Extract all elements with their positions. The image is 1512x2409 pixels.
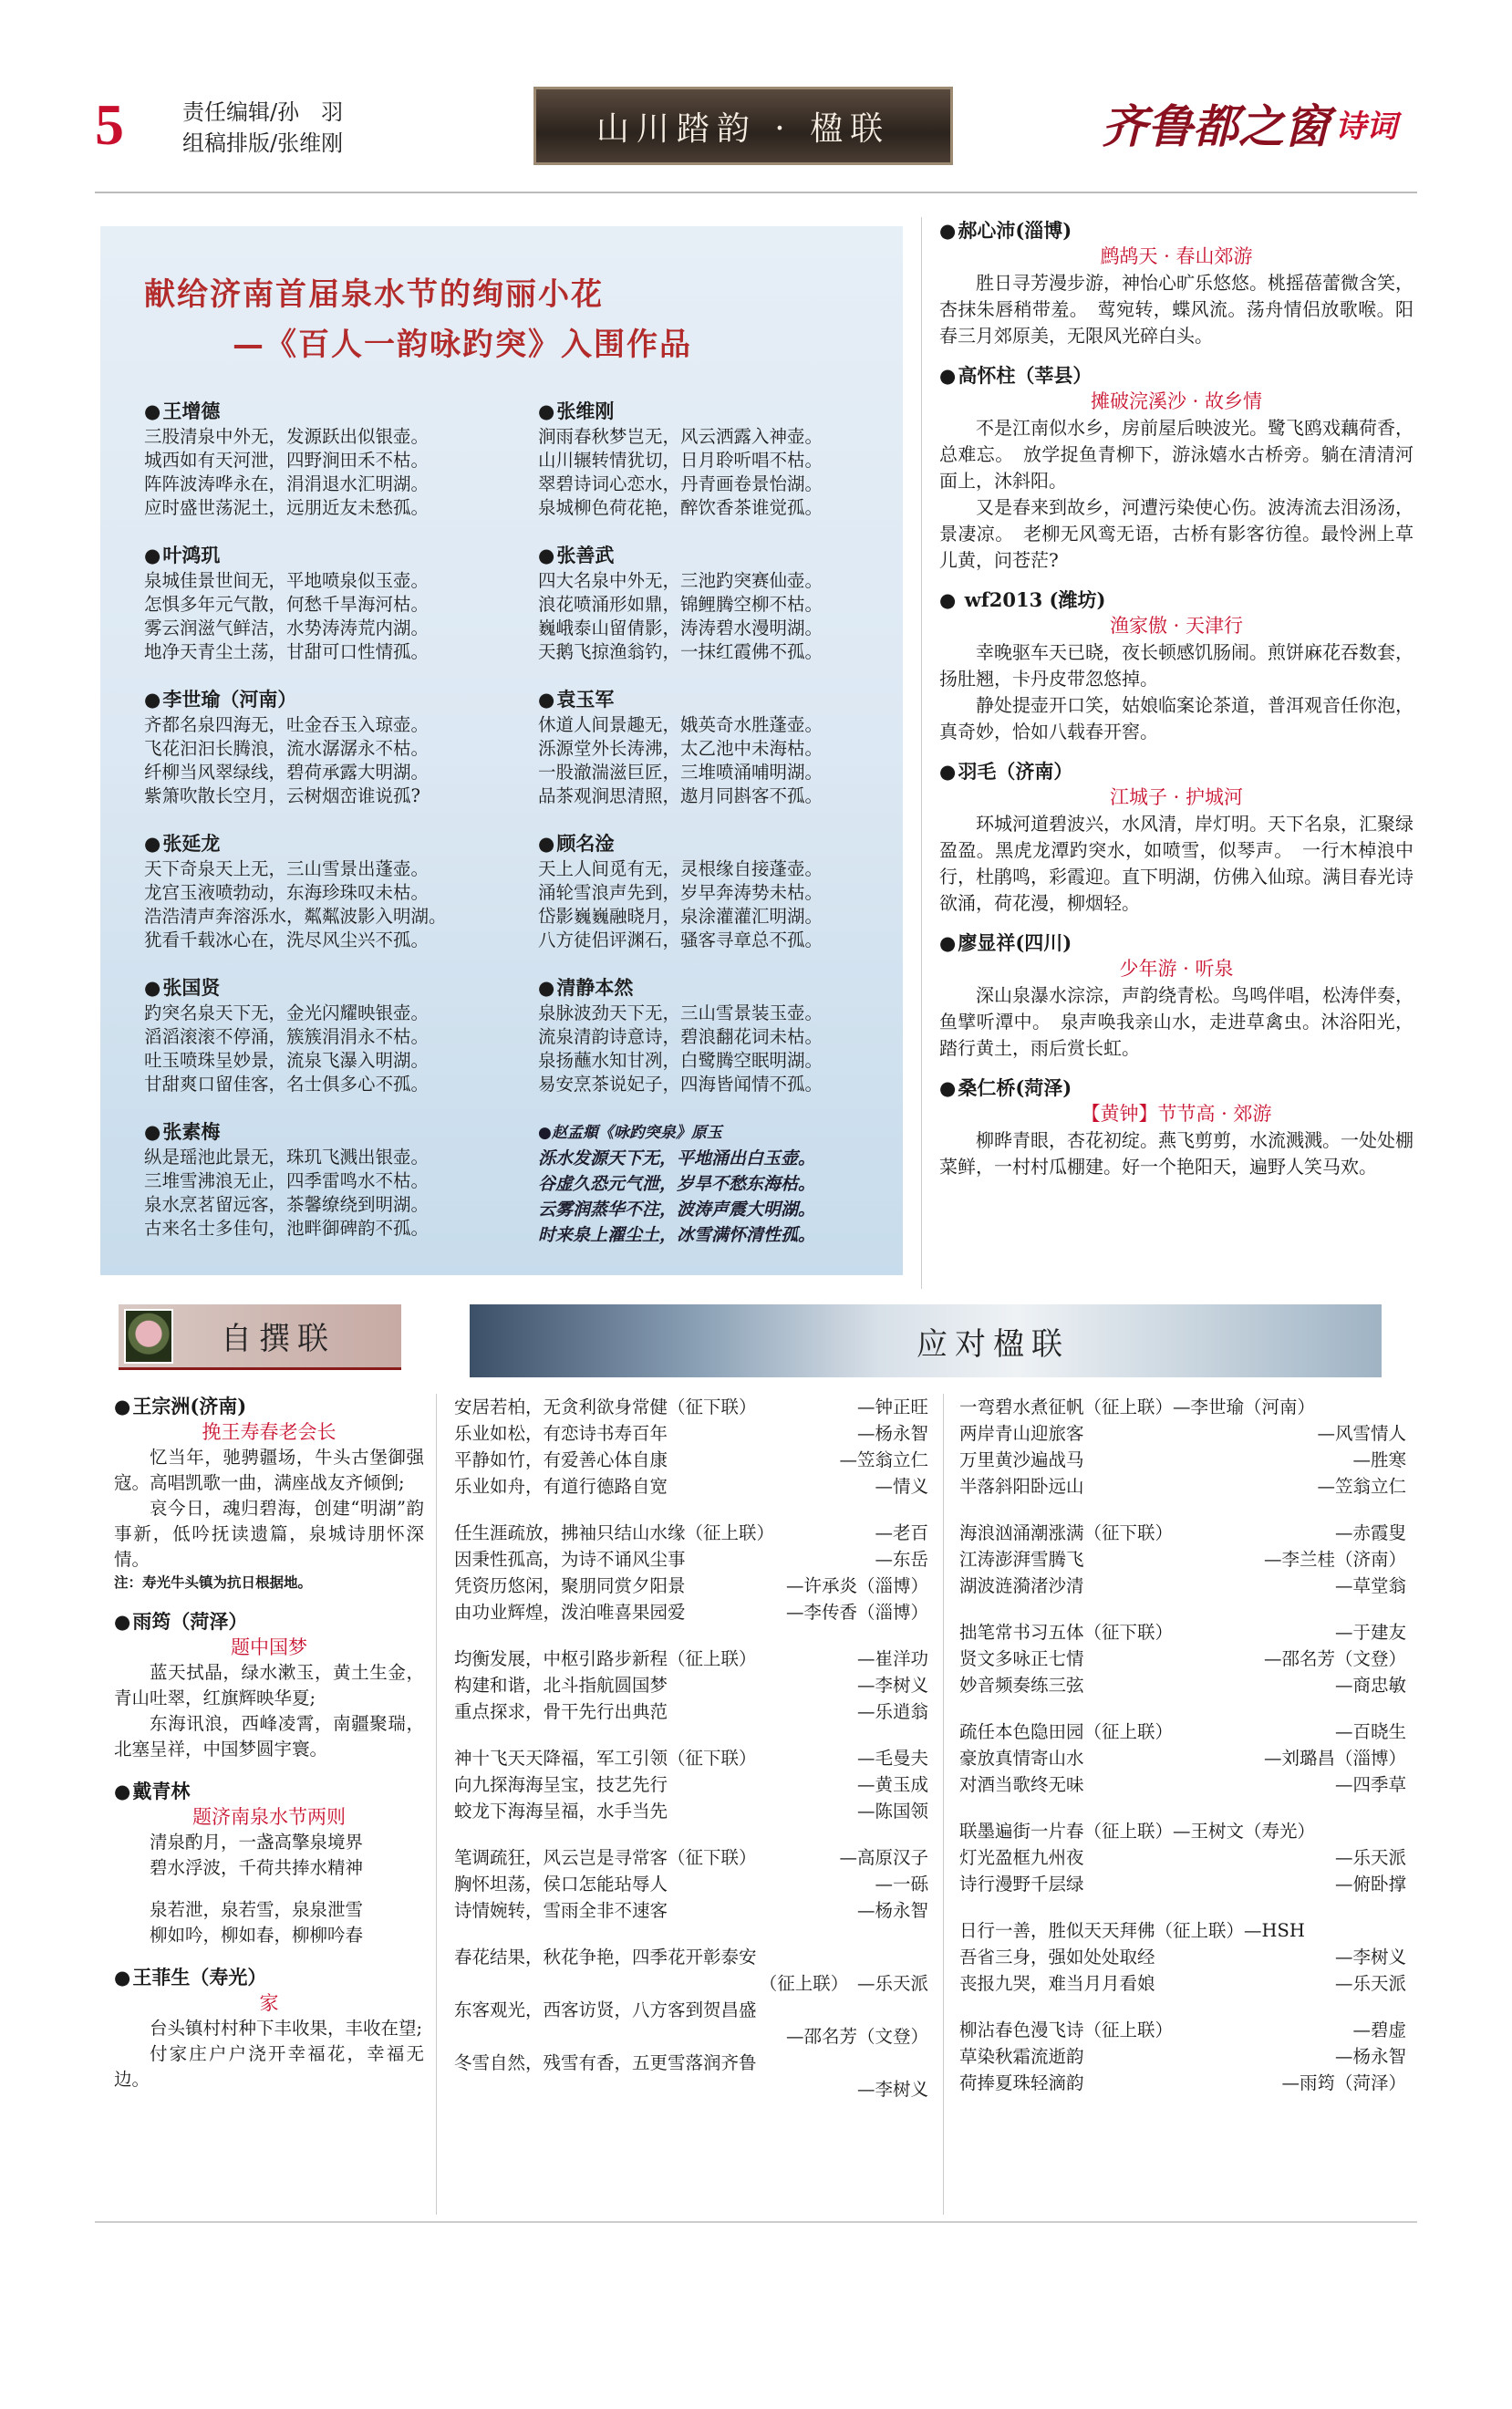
poem-line: 泉城佳景世间无，平地喷泉似玉壶。 [144,570,430,591]
couplet-text: 柳如吟，柳如春，柳柳吟春 [150,1925,364,1946]
couplet-row [454,1599,928,1625]
poem-column-right [538,400,903,1120]
poem-line: 岱影巍巍融晓月，泉涂灌灌汇明湖。 [538,906,823,927]
couplet-row [959,1646,1406,1672]
couplet-author: —陈国领 [856,1801,928,1822]
couplet-group [959,1718,1406,1798]
couplet-group [959,1917,1406,1997]
couplet-line: 柳沾春色漫飞诗（征上联） [959,2020,1174,2040]
couplet-row [959,1420,1406,1447]
couplet-author: —赤霞叟 [1334,1522,1406,1543]
couplet-author: —笠翁立仁 [839,1449,928,1470]
original-poem-line: 谷虚久恐元气泄，岁旱不愁东海枯。 [538,1174,816,1194]
couplet-author: —邵名芳（文登） [785,2026,928,2047]
poem-line: 八方徒侣评渊石，骚客寻章总不孤。 [538,929,823,950]
couplet-author: —乐逍翁 [856,1701,928,1722]
couplet-line: 两岸青山迎旅客 [959,1423,1084,1444]
couplet-row [454,1573,928,1599]
ci-title: 鹧鸪天 · 春山郊游 [1100,245,1253,267]
section-banner: 山川踏韵 · 楹联 [533,87,953,165]
poem-line: 飞花汩汩长腾浪，流水潺潺永不枯。 [144,738,430,759]
couplet-row [959,2070,1406,2096]
poem-line: 古来名士多佳句，池畔御碑韵不孤。 [144,1218,430,1239]
poem-author: ● 张国贤 [144,976,527,1000]
couplet-author: —李传香（淄博） [785,1602,928,1623]
ci-author: ● wf2013 (潍坊) [939,587,1414,613]
ci-text: 又是春来到故乡，河遭污染使心伤。波涛流去泪汤汤，景凄凉。 老柳无风鸾无语，古桥有影客彷徨。最怜洲上草儿黄，问苍茫? [939,496,1414,571]
ci-text: 静处提壶开口笑，姑娘临案论茶道，普洱观音任你泡，真奇妙，恰如八载春开窖。 [939,694,1414,742]
couplet-author: —高原汉子 [839,1847,928,1868]
poem-entry [538,544,903,664]
couplet-group [454,1745,928,1824]
poem-line: 翠碧诗词心恋水，丹青画卷景怡湖。 [538,473,823,494]
poem-line: 阵阵波涛哗永在，涓涓退水汇明湖。 [144,473,430,494]
couplet-entry [114,1779,424,1948]
couplet-row [454,1546,928,1573]
couplet-line: 诗行漫野千层绿 [959,1874,1084,1895]
couplet-row [959,1745,1406,1771]
ci-text: 环城河道碧波兴，水风清，岸灯明。天下名泉，汇聚绿盈盈。黑虎龙潭趵突水，如喷雪，似琴声。 一行木棹浪中行，杜鹃鸣，彩霞迎。直下明湖，仿佛入仙琼。满目春光诗欲涌，荷花漫，柳烟轻。 [939,813,1414,914]
couplet-line: 荷捧夏珠轻滴韵 [959,2072,1084,2093]
couplet-line: 任生涯疏放，拂袖只结山水缘（征上联） [454,1522,775,1543]
couplet-text: 蓝天拭晶，绿水漱玉，黄土生金，青山吐翠，红旗辉映华夏; [114,1662,424,1708]
couplet-author: —风雪情人 [1317,1423,1406,1444]
poem-entry [144,832,527,952]
couplet-line: 一弯碧水煮征帆（征上联）—李世瑜（河南） [959,1397,1316,1417]
couplet-group [959,1818,1406,1897]
couplet-author: —百晓生 [1334,1721,1406,1742]
couplet-author: —乐天派 [1334,1973,1406,1994]
couplet-row [959,1573,1406,1599]
poem-line: 三股清泉中外无，发源跃出似银壶。 [144,426,430,447]
couplet-line: 乐业如舟，有道行德路自宽 [454,1476,668,1497]
couplet-line: 平静如竹，有爱善心体自康 [454,1449,668,1470]
poem-line: 泺源堂外长涛沸，太乙池中未海枯。 [538,738,823,759]
couplet-line: 万里黄沙遍战马 [959,1449,1084,1470]
poem-line: 地净天青尘土荡，甘甜可口性情孤。 [144,641,430,662]
couplet-row [959,1619,1406,1646]
couplet-row [959,1871,1406,1897]
couplet-row [959,1844,1406,1871]
ci-entry [939,362,1414,574]
couplet-author: —杨永智 [856,1423,928,1444]
poem-line: 三堆雪沸浪无止，四季雷鸣水不枯。 [144,1170,430,1191]
poem-author: ● 张维刚 [538,400,903,423]
poem-entry [144,688,527,808]
poem-line: 应时盛世荡泥土，远朋近友未愁孤。 [144,497,430,518]
couplet-row [454,1520,928,1546]
flower-icon [124,1309,173,1364]
poem-line: 纵是瑶池此景无，珠玑飞溅出银壶。 [144,1147,430,1168]
couplet-row [959,1672,1406,1698]
ci-author: ● 郝心沛(淄博) [939,217,1414,244]
ci-text: 胜日寻芳漫步游，神怡心旷乐悠悠。桃摇蓓蕾微含笑，杏抹朱唇稍带羞。 莺宛转，蝶风流。荡舟情侣放歌喉。阳春三月郊原美，无限风光碎白头。 [939,272,1414,347]
couplet-title: 家 [259,1992,279,2014]
couplet-row [959,1970,1406,1997]
ci-title: 摊破浣溪沙 · 故乡情 [1090,390,1263,412]
couplet-text: 台头镇村村种下丰收果，丰收在望; [150,2018,423,2039]
couplet-line: 乐业如松，有恋诗书寿百年 [454,1423,668,1444]
couplet-author: —一砾 [875,1874,928,1895]
couplet-row [959,2017,1406,2043]
ci-poems-column [939,217,1414,1193]
couplet-author: —俯卧撑 [1334,1874,1406,1895]
couplet-row [959,1818,1406,1844]
spacer [114,1881,424,1897]
couplet-group [454,1646,928,1725]
couplet-line: 海浪汹涌潮涨满（征下联） [959,1522,1174,1543]
couplet-line: 安居若柏，无贪利欲身常健（征下联） [454,1397,757,1417]
couplet-row [959,1546,1406,1573]
couplet-line: 联墨遍街一片春（征上联）—王树文（寿光） [959,1821,1316,1842]
poem-line: 纤柳当风翠绿线，碧荷承露大明湖。 [144,762,430,783]
couplet-row [454,1672,928,1698]
couplet-author: ● 戴青林 [114,1779,424,1804]
couplet-line: 疏任本色隐田园（征上联） [959,1721,1174,1742]
couplet-line: 半落斜阳卧远山 [959,1476,1084,1497]
original-poem-line: 云雾润蒸华不注，波涛声震大明湖。 [538,1199,816,1220]
poem-entry [538,688,903,808]
poem-author: ● 顾名淦 [538,832,903,856]
couplet-row [454,1844,928,1871]
couplet-text: 忆当年，驰骋疆场，牛头古堡御强寇。高唱凯歌一曲，满座战友齐倾倒; [114,1447,424,1493]
poem-line: 涌轮雪浪声先到，岁早奔涛势未枯。 [538,882,823,903]
ci-text: 柳晔青眼，杏花初绽。燕飞剪剪，水流溅溅。一处处棚菜鲜，一村村瓜棚建。好一个艳阳天，遍野人笑马欢。 [939,1129,1414,1178]
couplet-row [959,1718,1406,1745]
poem-column-left [144,400,527,1264]
page-number: 5 [95,92,124,157]
couplet-line: 胸怀坦荡，侯口怎能玷辱人 [454,1874,668,1895]
couplet-row [959,1520,1406,1546]
couplet-row [959,1447,1406,1473]
couplet-group [959,1619,1406,1698]
couplet-line: 重点探求，骨干先行出典范 [454,1701,668,1722]
couplet-author: —于建友 [1334,1622,1406,1643]
couplet-line: 神十飞天天降福，军工引领（征下联） [454,1748,757,1769]
poem-author: ● 张善武 [538,544,903,567]
poem-line: 趵突名泉天下无，金光闪耀映银壶。 [144,1002,430,1023]
poem-author: ● 叶鸿玑 [144,544,527,567]
couplet-row [959,1394,1406,1420]
couplet-author: —李树义 [1334,1947,1406,1968]
couplet-author: —胜寒 [1352,1449,1406,1470]
couplet-row [454,1447,928,1473]
poem-line: 紫箫吹散长空月，云树烟峦谁说孤? [144,785,420,806]
poem-line: 品茶观涧思清照，遨月同斟客不孤。 [538,785,823,806]
couplet-author: —杨永智 [1334,2046,1406,2067]
couplet-group [454,1520,928,1625]
ci-entry [939,929,1414,1062]
couplet-text: 泉若泄，泉若雪，泉泉泄雪 [150,1899,364,1920]
couplet-author: —老百 [875,1522,928,1543]
couplet-line: 吾省三身，强如处处取经 [959,1947,1155,1968]
poem-entry [538,976,903,1096]
couplet-author: —李兰桂（济南） [1263,1549,1406,1570]
couplet-line: 由功业辉煌，泼泊唯喜果园爱 [454,1602,686,1623]
couplets-column-right [959,1394,1406,2116]
couplet-text: 哀今日，魂归碧海，创建“明湖”韵事新，低吟抚读遗篇，泉城诗朋怀深情。 [114,1498,424,1570]
ci-author: ● 高怀柱（莘县） [939,362,1414,389]
couplet-line: 春花结果，秋花争艳，四季花开彰泰安 [454,1947,757,1968]
couplet-line: 拙笔常书习五体（征下联） [959,1622,1174,1643]
poem-entry [144,400,527,520]
couplet-row [959,1917,1406,1944]
editor-credits [182,97,343,159]
couplet-line: 贤文多咏正七情 [959,1648,1084,1669]
poem-line: 龙宫玉液喷勃动，东海珍珠叹未枯。 [144,882,430,903]
feature-title: 献给济南首届泉水节的绚丽小花 [144,276,604,313]
poem-line: 山川辗转情犹切，日月聆听唱不枯。 [538,450,823,471]
poem-line: 泉水烹茗留远客，茶馨缭绕到明湖。 [144,1194,430,1215]
original-poem-line: 泺水发源天下无，平地涌出白玉壶。 [538,1148,816,1168]
ci-title: 江城子 · 护城河 [1109,786,1244,808]
poem-author: ● 袁玉军 [538,688,903,711]
column-divider [436,1394,437,2215]
couplet-entry [114,1609,424,1762]
couplets-column-mid [454,1394,928,2123]
poem-entry [538,400,903,520]
couplet-text: 付家庄户户浇开幸福花，幸福无边。 [114,2043,424,2090]
couplet-author: —杨永智 [856,1900,928,1921]
couplet-line: 灯光盈框九州夜 [959,1847,1084,1868]
couplet-row [959,1944,1406,1970]
couplet-line: 因秉性孤高，为诗不诵风尘事 [454,1549,686,1570]
poem-entry [144,544,527,664]
ci-title: 【黄钟】节节高 · 郊游 [1081,1103,1272,1125]
editor-line: 责任编辑/孙 羽 [182,99,344,125]
couplet-line: 江涛澎湃雪腾飞 [959,1549,1084,1570]
poem-line: 浪花喷涌形如鼎，锦鲤腾空柳不枯。 [538,594,823,615]
couplet-author: —东岳 [875,1549,928,1570]
couplet-line: 湖波涟漪渚沙清 [959,1575,1084,1596]
couplet-row [454,1646,928,1672]
couplet-title: 挽王寿春老会长 [202,1421,337,1443]
couplet-text: 东海讯浪，西峰凌霄，南疆聚瑞，北塞呈祥，中国梦圆宇寰。 [114,1713,424,1760]
original-poem [538,1120,903,1248]
couplet-author: —李树义 [856,1675,928,1696]
ci-title: 少年游 · 听泉 [1119,958,1234,980]
couplet-text: 碧水浮波，千荷共捧水精神 [150,1857,364,1878]
poem-line: 泉扬蘸水知甘冽，白鹭腾空眠明湖。 [538,1050,823,1071]
couplet-author: ● 雨筠（菏泽） [114,1609,424,1635]
couplet-author: —商忠敏 [1334,1675,1406,1696]
couplet-row [959,1771,1406,1798]
poem-line: 怎惧多年元气散，何愁千旱海河枯。 [144,594,430,615]
ci-entry [939,587,1414,745]
couplet-group [454,1394,928,1500]
couplet-row [454,1897,928,1924]
couplet-row [454,1771,928,1798]
couplet-group [959,1394,1406,1500]
column-divider [943,1394,944,2215]
layout-line: 组稿排版/张维刚 [182,130,344,156]
couplet-line: 构建和谐，北斗指航圆国梦 [454,1675,668,1696]
poem-line: 齐都名泉四海无，吐金吞玉入琼壶。 [144,714,430,735]
couplet-author: （征上联） —乐天派 [759,1973,928,1994]
couplet-note: 注：寿光牛头镇为抗日根据地。 [114,1573,313,1591]
couplet-title: 题济南泉水节两则 [192,1806,346,1828]
couplet-author: —钟正旺 [856,1397,928,1417]
couplet-author: —笠翁立仁 [1317,1476,1406,1497]
couplet-group [454,1944,928,2103]
poem-entry [144,1120,527,1241]
ci-entry [939,1075,1414,1180]
couplet-row [454,1798,928,1824]
poem-entry [144,976,527,1096]
couplet-line: 东客观光，西客访贤，八方客到贺昌盛 [454,1999,757,2020]
couplet-author: ● 王宗洲(济南) [114,1394,424,1419]
couplet-author: —四季草 [1334,1774,1406,1795]
couplet-line: 草染秋霜流逝韵 [959,2046,1084,2067]
poem-entry [538,832,903,952]
poem-author: ● 清静本然 [538,976,903,1000]
original-poem-line: 时来泉上濯尘土，冰雪满怀清性孤。 [538,1225,816,1245]
poem-line: 甘甜爽口留佳客，名士俱多心不孤。 [144,1074,430,1095]
poem-line: 一股澈湍滋巨匠，三堆喷涌哺明湖。 [538,762,823,783]
poem-line: 浩浩清声奔溶泺水，粼粼波影入明湖。 [144,906,447,927]
couplet-line: 凭资历悠闲，聚朋同赏夕阳景 [454,1575,686,1596]
section-header-yingdui [470,1304,1382,1377]
couplet-row [454,1698,928,1725]
ci-text: 深山泉瀑水淙淙，声韵绕青松。鸟鸣伴唱，松涛伴奏，鱼擘听潭中。 泉声唤我亲山水，走进草禽虫。沐浴阳光，踏行黄土，雨后赏长虹。 [939,984,1414,1059]
poem-line: 城西如有天河泄，四野涧田禾不枯。 [144,450,430,471]
poem-line: 天鹅飞掠渔翁钓，一抹红霞佛不孤。 [538,641,823,662]
header-divider [95,192,1417,193]
couplet-entry [114,1394,424,1593]
couplet-row [454,1745,928,1771]
couplet-row [454,1394,928,1420]
couplet-author: —刘璐昌（淄博） [1263,1748,1406,1769]
ci-text: 幸晚驱车天已晓，夜长顿感饥肠闹。煎饼麻花吞数套，扬肚翘，卡丹皮带忽悠掉。 [939,641,1414,690]
couplet-line: 日行一善，胜似天天拜佛（征上联）—HSH [959,1920,1305,1941]
couplet-row [454,1473,928,1500]
couplet-author: —草堂翁 [1334,1575,1406,1596]
column-divider [921,217,922,1289]
couplet-author: —情义 [875,1476,928,1497]
masthead-logo [1102,73,1403,173]
logo-main: 齐鲁都之窗 [1102,99,1330,153]
ci-entry [939,217,1414,349]
poem-line: 四大名泉中外无，三池趵突赛仙壶。 [538,570,823,591]
couplet-line: 妙音频奏练三弦 [959,1675,1084,1696]
poem-author: ● 王增德 [144,400,527,423]
poem-author: ● 李世瑜（河南） [144,688,527,711]
couplet-line: 豪放真情寄山水 [959,1748,1084,1769]
couplet-line: 向九探海海呈宝，技艺先行 [454,1774,668,1795]
couplet-author: —李树义 [856,2079,928,2100]
ci-author: ● 桑仁桥(菏泽) [939,1075,1414,1101]
poem-line: 泉脉波劲天下无，三山雪景装玉壶。 [538,1002,823,1023]
poem-line: 天下奇泉天上无，三山雪景出蓬壶。 [144,858,430,879]
couplet-line: 冬雪自然，残雪有香，五更雪落润齐鲁 [454,2052,757,2073]
poem-line: 流泉清韵诗意诗，碧浪翻花词未枯。 [538,1026,823,1047]
poem-line: 休道人间景趣无，娥英奇水胜蓬壶。 [538,714,823,735]
couplet-author: —毛曼夫 [856,1748,928,1769]
couplet-author: ● 王菲生（寿光） [114,1965,424,1990]
couplet-line: 均衡发展，中枢引路步新程（征上联） [454,1648,757,1669]
couplet-text: 清泉酌月，一盏高擎泉境界 [150,1832,364,1853]
self-couplets-column [114,1394,424,2109]
couplet-line: 对酒当歌终无味 [959,1774,1084,1795]
footer-divider [95,2221,1417,2223]
couplet-row [454,1871,928,1897]
couplet-author: —乐天派 [1334,1847,1406,1868]
couplet-line: 诗情婉转，雪雨全非不速客 [454,1900,668,1921]
couplet-row [959,2043,1406,2070]
couplet-group [959,1520,1406,1599]
ci-author: ● 廖显祥(四川) [939,929,1414,956]
logo-sub: 诗词 [1335,108,1397,145]
section-title: 应对楹联 [917,1325,1070,1363]
couplet-title: 题中国梦 [231,1636,307,1658]
poem-line: 泉城柳色荷花艳，醉饮香茶谁觉孤。 [538,497,823,518]
couplet-group [959,2017,1406,2096]
feature-subtitle: —《百人一韵咏趵突》入围作品 [233,327,692,363]
poem-author: ● 张素梅 [144,1120,527,1144]
ci-entry [939,758,1414,917]
poem-line: 吐玉喷珠呈妙景，流泉飞瀑入明湖。 [144,1050,430,1071]
poem-line: 天上人间觅有无，灵根缘自接蓬壶。 [538,858,823,879]
couplet-line: 蛟龙下海海呈福，水手当先 [454,1801,668,1822]
poem-line: 巍峨泰山留倩影，涛涛碧水漫明湖。 [538,618,823,639]
poem-author: ● 张延龙 [144,832,527,856]
couplet-line: 丧报九哭，难当月月看娘 [959,1973,1155,1994]
poem-line: 涧雨春秋梦岂无，风云洒露入神壶。 [538,426,823,447]
couplet-author: —许承炎（淄博） [785,1575,928,1596]
section-header-zizhuan [119,1304,401,1370]
couplet-entry [114,1965,424,2092]
couplet-line: 笔调疏狂，风云岂是寻常客（征下联） [454,1847,757,1868]
ci-text: 不是江南似水乡，房前屋后映波光。鹭飞鸥戏藕荷香，总难忘。 放学捉鱼青柳下，游泳嬉水古桥旁。躺在清清河面上，沐斜阳。 [939,417,1414,492]
couplet-group [454,1844,928,1924]
couplet-author: —雨筠（菏泽） [1281,2072,1406,2093]
ci-author: ● 羽毛（济南） [939,758,1414,784]
couplet-row [454,1420,928,1447]
section-title: 自撰联 [221,1321,336,1357]
poem-line: 雾云润滋气鲜洁，水势涛涛荒内湖。 [144,618,430,639]
couplet-author: —崔洋功 [856,1648,928,1669]
couplet-row [959,1473,1406,1500]
ci-title: 渔家傲 · 天津行 [1109,615,1244,637]
couplet-author: —邵名芳（文登） [1263,1648,1406,1669]
couplet-author: —碧虚 [1352,2020,1406,2040]
poem-line: 滔滔滚滚不停涌，簇簇涓涓永不枯。 [144,1026,430,1047]
poem-line: 犹看千载冰心在，洗尽风尘兴不孤。 [144,929,430,950]
couplet-author: —黄玉成 [856,1774,928,1795]
poem-line: 易安烹茶说妃子，四海皆闻情不孤。 [538,1074,823,1095]
original-poem-title: ●赵孟頫《咏趵突泉》原玉 [538,1124,722,1142]
